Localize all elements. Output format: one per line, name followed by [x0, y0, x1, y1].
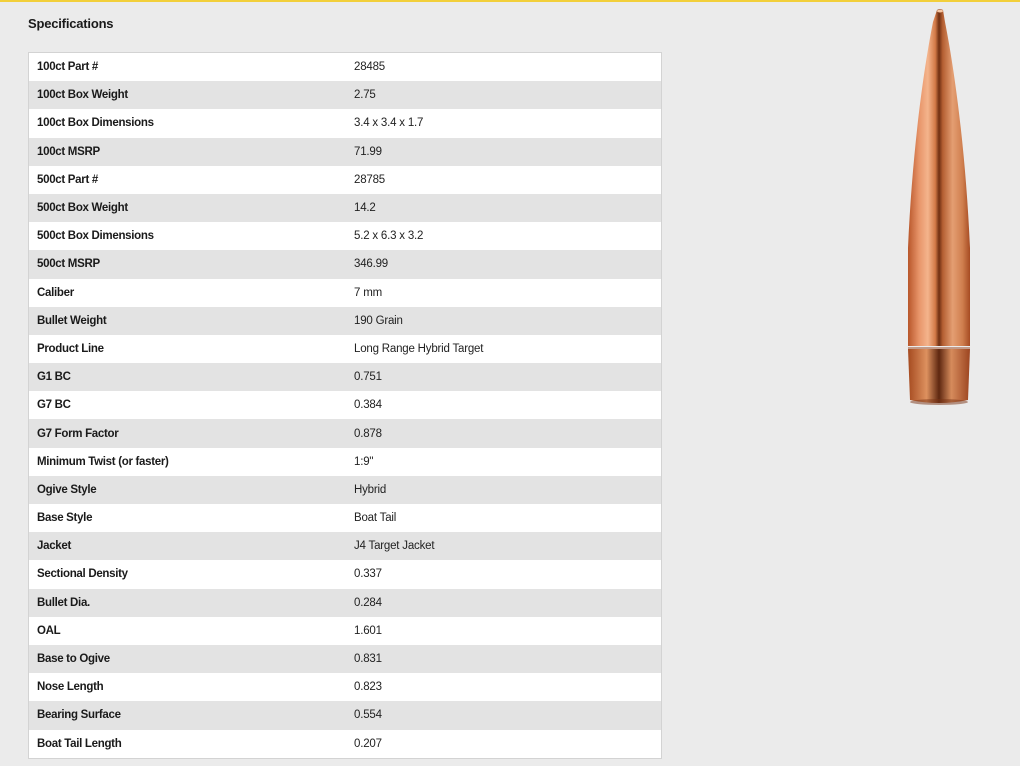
spec-label: OAL [37, 624, 61, 637]
spec-label: G1 BC [37, 371, 71, 384]
spec-row [29, 166, 661, 194]
spec-row [29, 532, 661, 560]
spec-label: Base Style [37, 512, 93, 525]
spec-label: Jacket [37, 540, 72, 553]
spec-value: 0.831 [354, 653, 382, 666]
spec-value: 0.384 [354, 399, 382, 412]
spec-label: 100ct Box Weight [37, 89, 128, 102]
top-accent-bar [0, 0, 1020, 2]
spec-value: 5.2 x 6.3 x 3.2 [354, 230, 424, 243]
spec-label: 100ct Box Dimensions [37, 117, 154, 130]
spec-label: Bullet Weight [37, 314, 107, 327]
spec-label: Minimum Twist (or faster) [37, 455, 169, 468]
spec-value: 14.2 [354, 202, 376, 215]
spec-label: 500ct MSRP [37, 258, 100, 271]
spec-value: 0.207 [354, 737, 382, 750]
spec-value: J4 Target Jacket [354, 540, 435, 553]
spec-row [29, 81, 661, 109]
spec-value: 0.554 [354, 709, 382, 722]
spec-label: 500ct Box Dimensions [37, 230, 154, 243]
spec-value: 28485 [354, 61, 385, 74]
section-title: Specifications [28, 16, 114, 31]
spec-row [29, 419, 661, 447]
spec-row [29, 504, 661, 532]
spec-row [29, 222, 661, 250]
spec-value: 346.99 [354, 258, 388, 271]
spec-label: Product Line [37, 342, 104, 355]
spec-value: 2.75 [354, 89, 376, 102]
spec-value: 71.99 [354, 145, 382, 158]
spec-label: Nose Length [37, 681, 104, 694]
spec-label: G7 Form Factor [37, 427, 119, 440]
spec-label: 100ct MSRP [37, 145, 100, 158]
spec-row [29, 138, 661, 166]
spec-value: 0.878 [354, 427, 382, 440]
spec-value: Boat Tail [354, 512, 397, 525]
spec-row [29, 363, 661, 391]
spec-value: 190 Grain [354, 314, 403, 327]
spec-row [29, 391, 661, 419]
spec-value: 28785 [354, 173, 385, 186]
spec-label: 100ct Part # [37, 61, 98, 74]
spec-value: 0.337 [354, 568, 382, 581]
spec-value: 3.4 x 3.4 x 1.7 [354, 117, 424, 130]
spec-row [29, 250, 661, 278]
spec-label: Boat Tail Length [37, 737, 122, 750]
spec-row [29, 617, 661, 645]
bullet-product-image [898, 8, 982, 408]
spec-row [29, 194, 661, 222]
spec-label: Base to Ogive [37, 653, 110, 666]
spec-label: Bullet Dia. [37, 596, 90, 609]
spec-row [29, 335, 661, 363]
spec-value: 1.601 [354, 624, 382, 637]
spec-row [29, 448, 661, 476]
spec-row [29, 279, 661, 307]
spec-row [29, 560, 661, 588]
spec-label: Sectional Density [37, 568, 128, 581]
spec-row [29, 645, 661, 673]
spec-value: 0.284 [354, 596, 382, 609]
spec-label: G7 BC [37, 399, 71, 412]
spec-row [29, 701, 661, 729]
spec-row [29, 476, 661, 504]
spec-label: 500ct Box Weight [37, 202, 128, 215]
spec-label: 500ct Part # [37, 173, 98, 186]
spec-label: Ogive Style [37, 483, 97, 496]
spec-value: Hybrid [354, 483, 387, 496]
spec-value: 7 mm [354, 286, 382, 299]
spec-row [29, 589, 661, 617]
bullet-illustration [898, 8, 982, 408]
spec-value: 0.823 [354, 681, 382, 694]
spec-row [29, 109, 661, 137]
spec-row [29, 307, 661, 335]
spec-value: 0.751 [354, 371, 382, 384]
spec-value: 1:9" [354, 455, 374, 468]
spec-value: Long Range Hybrid Target [354, 342, 484, 355]
spec-label: Caliber [37, 286, 74, 299]
spec-label: Bearing Surface [37, 709, 121, 722]
spec-row [29, 673, 661, 701]
spec-row [29, 53, 661, 81]
spec-row [29, 730, 661, 758]
specifications-table [28, 52, 662, 759]
